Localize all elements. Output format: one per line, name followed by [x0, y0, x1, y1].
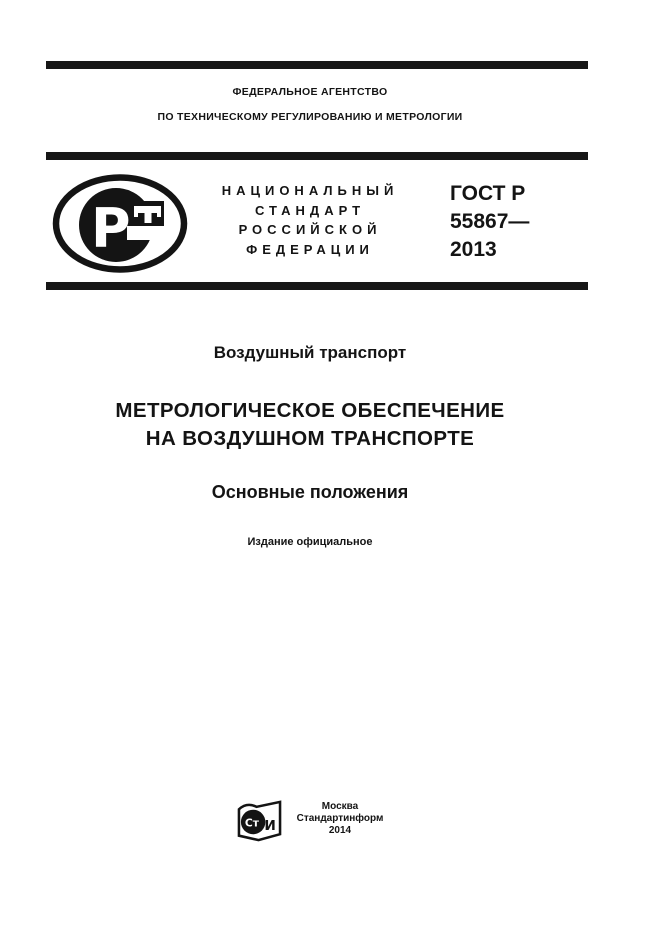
imprint-publisher: Стандартинформ: [296, 813, 384, 824]
divider-bar-bottom: [46, 282, 588, 290]
standard-designation-line: ГОСТ Р: [450, 182, 526, 205]
standard-type-line: ФЕДЕРАЦИИ: [246, 241, 374, 257]
standard-type-line: НАЦИОНАЛЬНЫЙ: [221, 183, 399, 198]
svg-text:Ст: Ст: [244, 816, 259, 830]
edition-note: Издание официальное: [247, 536, 373, 548]
standard-designation-line: 55867—: [450, 210, 530, 233]
imprint-year: 2014: [328, 825, 352, 836]
standartinform-logo-icon: [237, 800, 282, 842]
standard-type-line: РОССИЙСКОЙ: [238, 222, 382, 237]
standard-type-line: СТАНДАРТ: [254, 202, 366, 218]
document-title-line: НА ВОЗДУШНОМ ТРАНСПОРТЕ: [145, 427, 475, 450]
imprint-text: [297, 800, 384, 837]
rosstandart-emblem-icon: [49, 173, 191, 274]
divider-bar-middle: [46, 152, 588, 160]
document-subject: Воздушный транспорт: [213, 343, 407, 362]
divider-bar-top: [46, 61, 588, 69]
header-agency-line1: ФЕДЕРАЛЬНОЕ АГЕНТСТВО: [232, 86, 388, 98]
document-title-line: МЕТРОЛОГИЧЕСКОЕ ОБЕСПЕЧЕНИЕ: [115, 399, 505, 422]
svg-text:И: И: [263, 817, 276, 834]
svg-text:Р: Р: [91, 197, 131, 260]
standard-designation-line: 2013: [450, 238, 497, 261]
imprint-block: [30, 800, 590, 842]
document-subtitle: Основные положения: [211, 482, 409, 502]
standard-designation: [450, 180, 529, 264]
imprint-city: Москва: [321, 801, 359, 812]
header-agency-line2: ПО ТЕХНИЧЕСКОМУ РЕГУЛИРОВАНИЮ И МЕТРОЛОГИИ: [157, 111, 463, 123]
standard-type-label: [180, 181, 440, 259]
document-title: [30, 397, 590, 453]
